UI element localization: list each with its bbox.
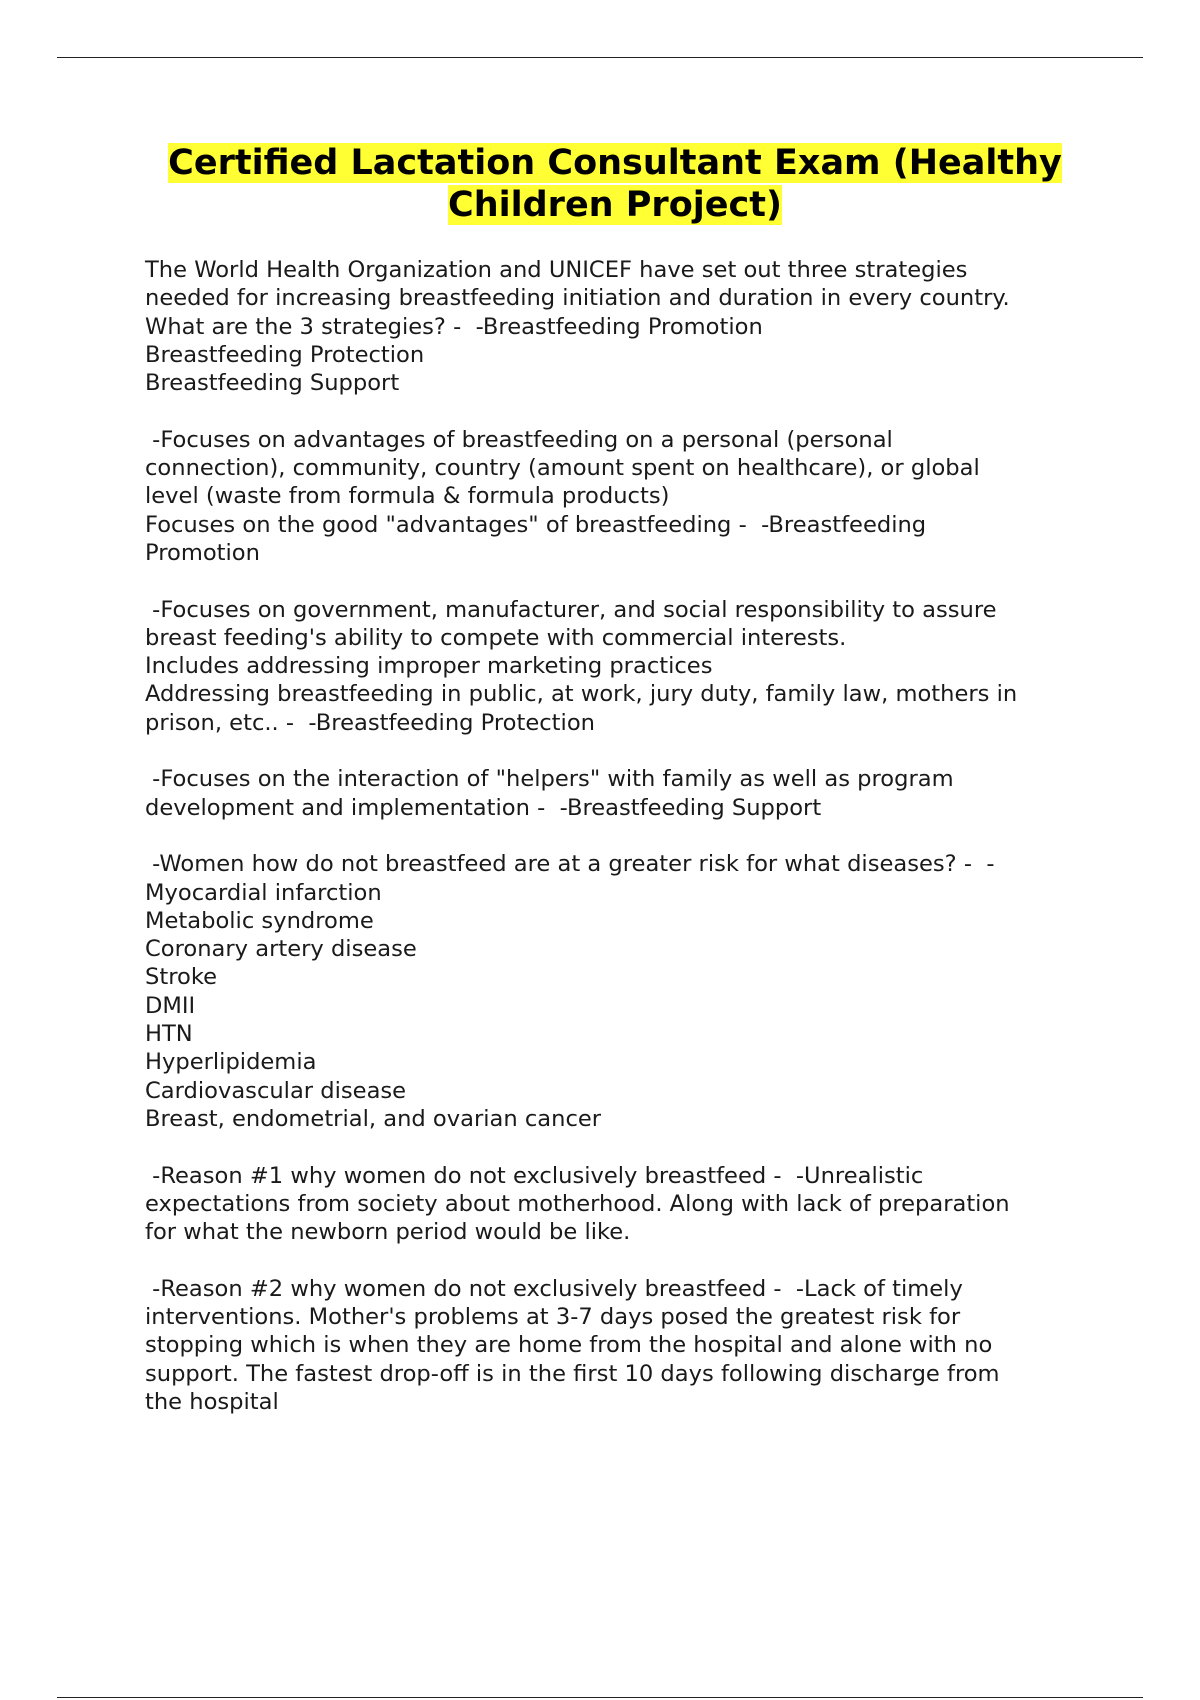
text-line: Hyperlipidemia — [145, 1049, 317, 1076]
text-line: expectations from society about motherhood. Along with lack of preparation — [145, 1190, 1010, 1217]
text-line: -Women how do not breastfeed are at a greater risk for what diseases? - - — [145, 851, 995, 878]
text-line: stopping which is when they are home from the hospital and alone with no — [145, 1332, 993, 1359]
text-line: -Focuses on the interaction of "helpers" with family as well as program — [145, 766, 954, 793]
text-line: Breastfeeding Support — [145, 370, 400, 397]
text-line: level (waste from formula & formula products) — [145, 483, 670, 510]
text-line: connection), community, country (amount spent on healthcare), or global — [145, 455, 980, 482]
text-line: prison, etc.. - -Breastfeeding Protection — [145, 709, 595, 736]
text-line: Promotion — [145, 539, 260, 566]
text-line: Coronary artery disease — [145, 936, 417, 963]
title-line-2: Children Project) — [448, 185, 782, 225]
text-line: development and implementation - -Breastfeeding Support — [145, 794, 822, 821]
text-line: Metabolic syndrome — [145, 907, 374, 934]
qa-block — [145, 1162, 1145, 1247]
text-line: Breastfeeding Protection — [145, 341, 425, 368]
text-line: Includes addressing improper marketing practices — [145, 653, 713, 680]
text-line: breast feeding's ability to compete with commercial interests. — [145, 624, 847, 651]
text-line: interventions. Mother's problems at 3-7 days posed the greatest risk for — [145, 1303, 961, 1330]
qa-block — [145, 1275, 1145, 1416]
qa-block — [145, 426, 1145, 567]
text-line: -Focuses on advantages of breastfeeding on a personal (personal — [145, 426, 893, 453]
qa-block — [145, 256, 1145, 397]
text-line: -Reason #2 why women do not exclusively breastfeed - -Lack of timely — [145, 1275, 963, 1302]
document-body — [145, 256, 1145, 1444]
qa-block — [145, 596, 1145, 737]
qa-block — [145, 765, 1145, 822]
text-line: Addressing breastfeeding in public, at work, jury duty, family law, mothers in — [145, 681, 1018, 708]
qa-block — [145, 850, 1145, 1133]
text-line: needed for increasing breastfeeding initiation and duration in every country. — [145, 285, 1010, 312]
text-line: for what the newborn period would be like. — [145, 1219, 631, 1246]
bottom-rule — [57, 1697, 1143, 1698]
text-line: -Reason #1 why women do not exclusively breastfeed - -Unrealistic — [145, 1162, 924, 1189]
text-line: Cardiovascular disease — [145, 1077, 407, 1104]
text-line: support. The fastest drop-off is in the first 10 days following discharge from — [145, 1360, 1000, 1387]
title-line-1: Certified Lactation Consultant Exam (Healthy — [168, 143, 1062, 183]
text-line: HTN — [145, 1021, 193, 1048]
text-line: Breast, endometrial, and ovarian cancer — [145, 1105, 602, 1132]
text-line: What are the 3 strategies? - -Breastfeeding Promotion — [145, 313, 763, 340]
text-line: -Focuses on government, manufacturer, and social responsibility to assure — [145, 596, 997, 623]
top-rule — [57, 57, 1143, 58]
text-line: Focuses on the good "advantages" of breastfeeding - -Breastfeeding — [145, 511, 927, 538]
page-title — [100, 142, 1130, 226]
text-line: the hospital — [145, 1388, 279, 1415]
text-line: DMII — [145, 992, 196, 1019]
text-line: Stroke — [145, 964, 217, 991]
text-line: The World Health Organization and UNICEF have set out three strategies — [145, 257, 968, 283]
text-line: Myocardial infarction — [145, 879, 382, 906]
